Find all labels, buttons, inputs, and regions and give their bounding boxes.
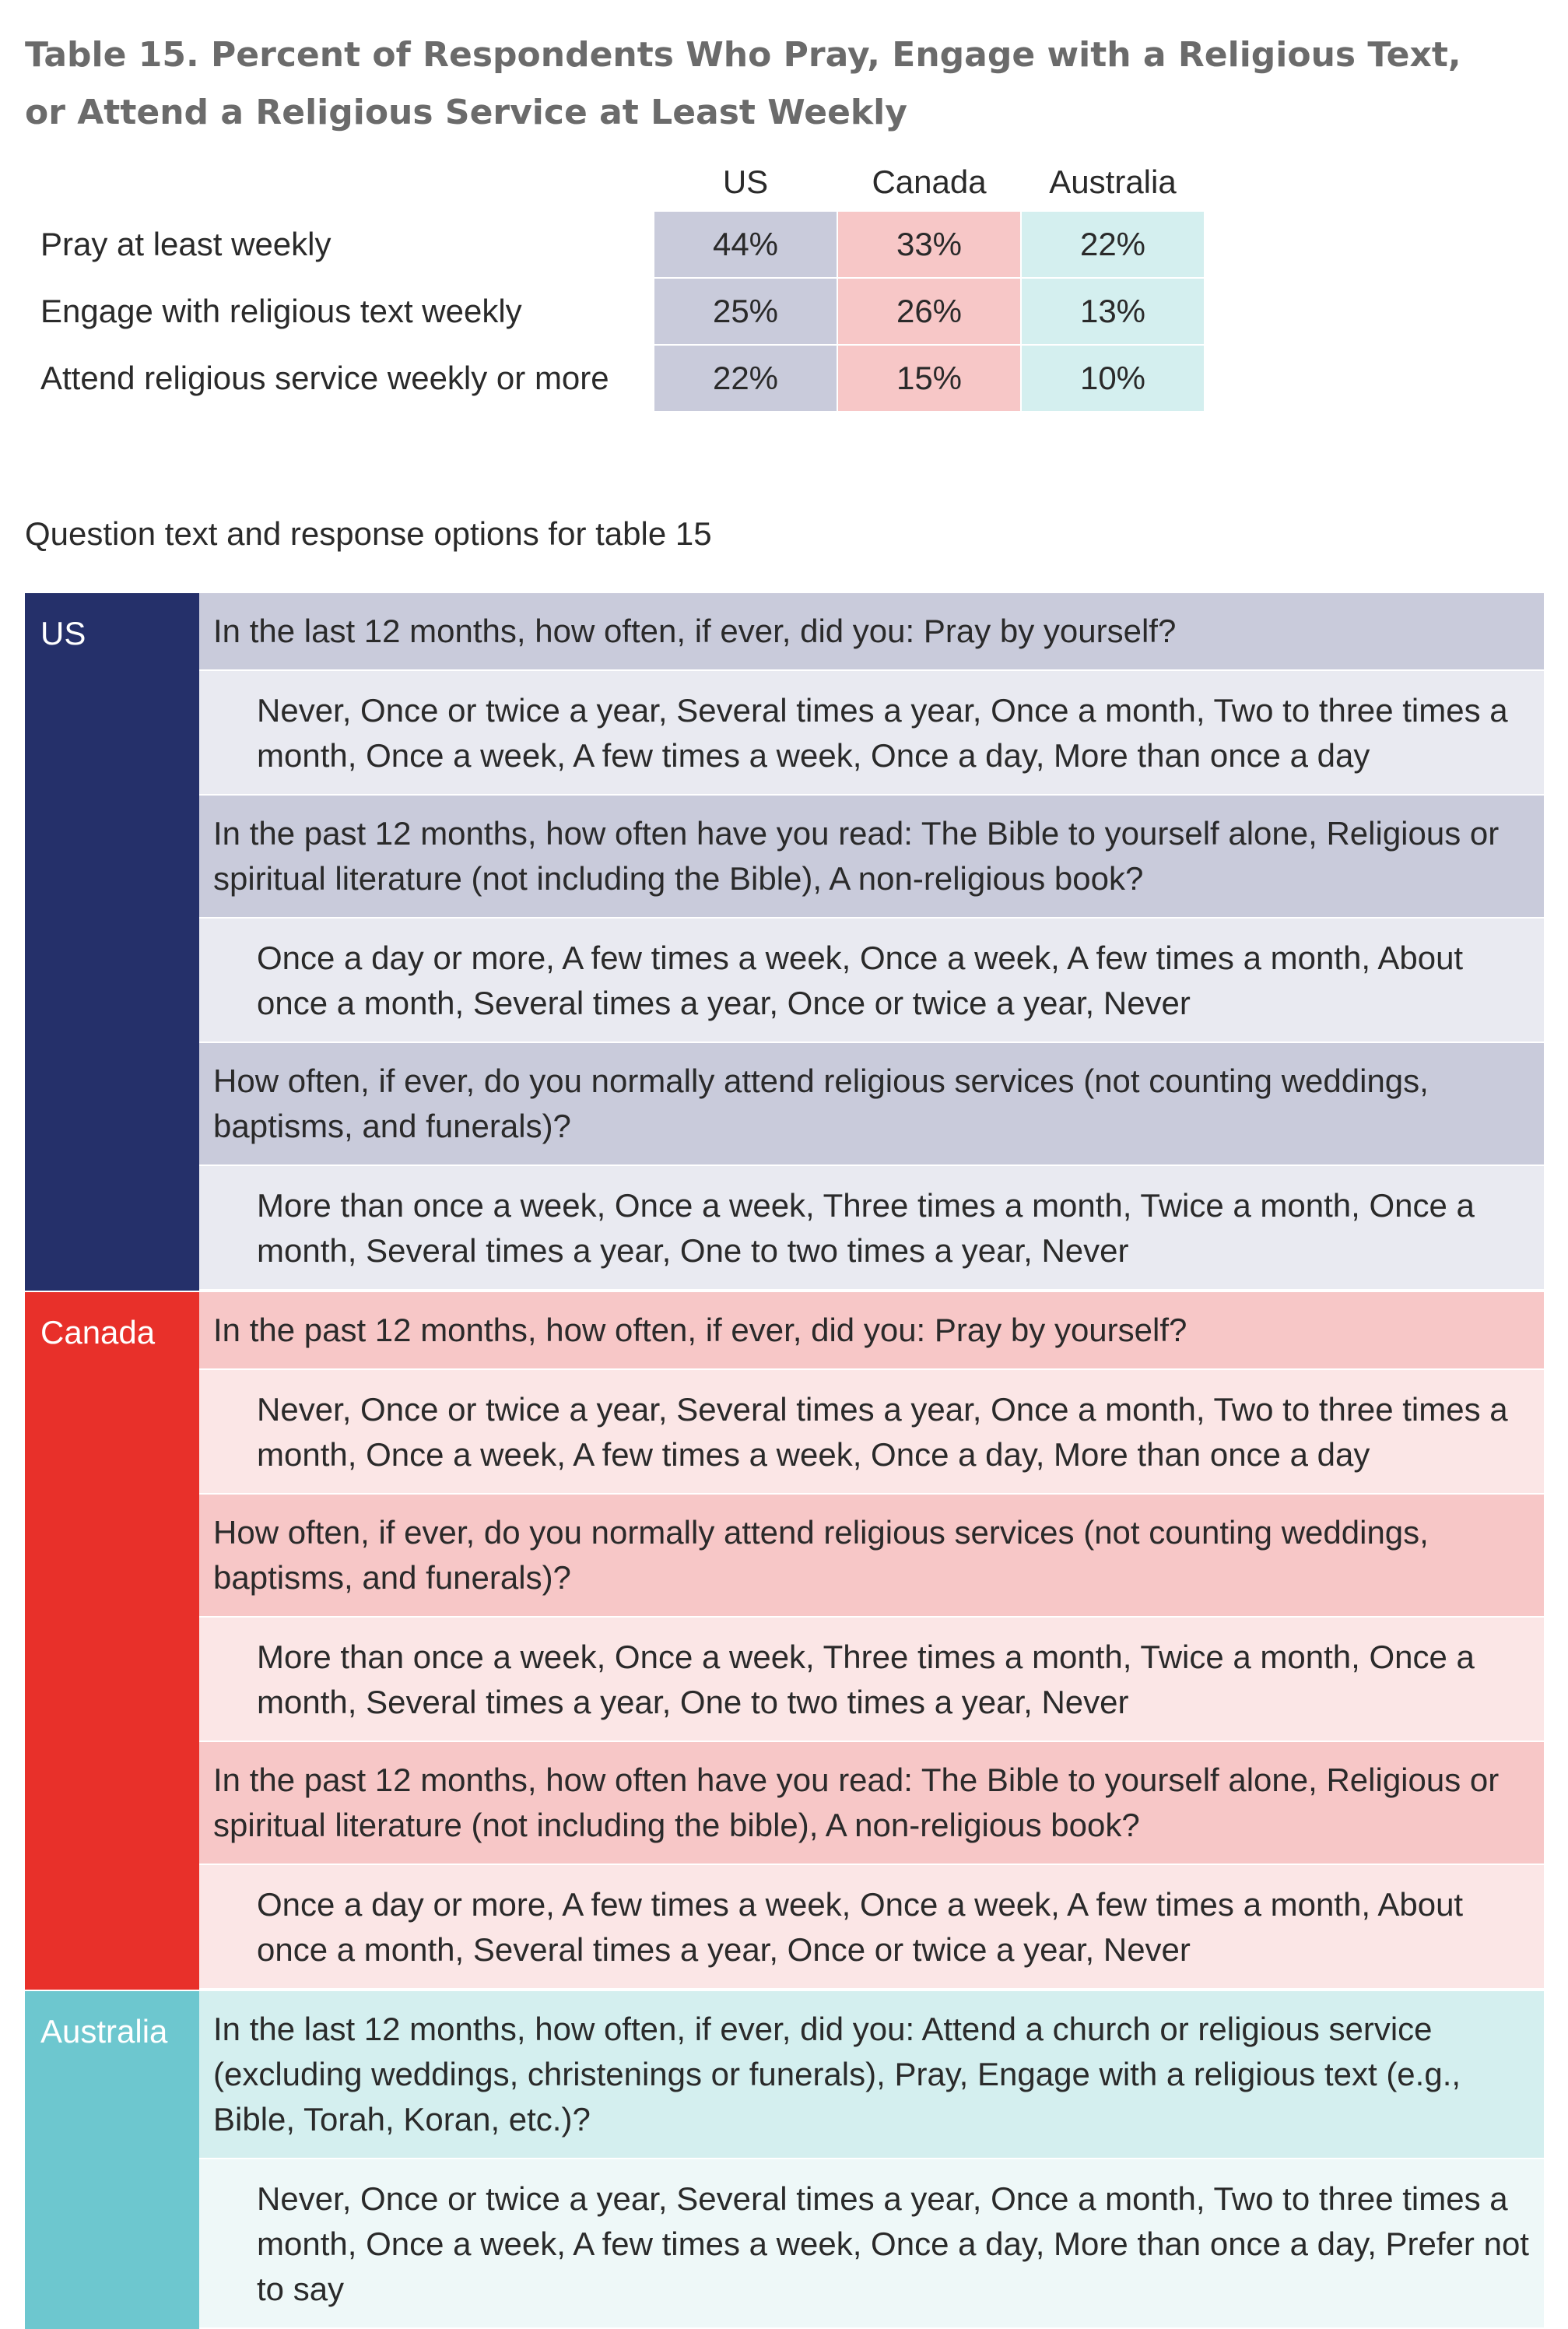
response-options: Never, Once or twice a year, Several times a year, Once a month, Two to three times a month, Once a week, A few times a week, Once a day, More than once a day, Prefer not to say (199, 2159, 1544, 2329)
question-table-heading: Question text and response options for table 15 (25, 515, 712, 552)
cell-pray-canada: 33% (838, 212, 1020, 277)
response-options: More than once a week, Once a week, Three times a month, Twice a month, Once a month, Several times a year, One to two times a year, Never (199, 1166, 1544, 1291)
question-text: In the past 12 months, how often have you read: The Bible to yourself alone, Religious or spiritual literature (not including the bible), A non-religious book? (199, 1742, 1544, 1865)
cell-text-australia: 13% (1022, 279, 1204, 344)
row-label-text: Engage with religious text weekly (40, 293, 522, 329)
cell-text-canada: 26% (838, 279, 1020, 344)
cell-pray-us: 44% (654, 212, 837, 277)
question-text: In the last 12 months, how often, if ever, did you: Attend a church or religious service (excluding weddings, christenings or funerals), Pray, Engage with a religious text (e.g., Bible, Torah, Koran, etc.)? (199, 1991, 1544, 2159)
group-canada (25, 1291, 1544, 1990)
cell-service-us: 22% (654, 346, 837, 411)
question-text: In the last 12 months, how often, if ever, did you: Pray by yourself? (199, 593, 1544, 671)
column-header-australia: Australia (1049, 163, 1177, 200)
row-label-service: Attend religious service weekly or more (40, 360, 609, 396)
cell-text-us: 25% (654, 279, 837, 344)
cell-service-canada: 15% (838, 346, 1020, 411)
response-options: Never, Once or twice a year, Several times a year, Once a month, Two to three times a month, Once a week, A few times a week, Once a day, More than once a day (199, 1370, 1544, 1495)
response-options: Once a day or more, A few times a week, Once a week, A few times a month, About once a month, Several times a year, Once or twice a year, Never (199, 919, 1544, 1043)
question-text: In the past 12 months, how often, if ever, did you: Pray by yourself? (199, 1292, 1544, 1370)
row-label-pray: Pray at least weekly (40, 226, 331, 262)
country-label-canada: Canada (25, 1292, 199, 1990)
question-text: How often, if ever, do you normally attend religious services (not counting weddings, baptisms, and funerals)? (199, 1043, 1544, 1166)
table-title: Table 15. Percent of Respondents Who Pray, Engage with a Religious Text, or Attend a Religious Service at Least Weekly (25, 35, 1461, 132)
question-table (25, 592, 1544, 2329)
cell-pray-australia: 22% (1022, 212, 1204, 277)
column-header-canada: Canada (872, 163, 987, 200)
column-header-us: US (722, 163, 769, 200)
summary-table (0, 148, 1245, 420)
question-text: In the past 12 months, how often have you read: The Bible to yourself alone, Religious or spiritual literature (not including the Bible), A non-religious book? (199, 796, 1544, 919)
response-options: More than once a week, Once a week, Three times a month, Twice a month, Once a month, Several times a year, One to two times a year, Never (199, 1618, 1544, 1742)
question-text: How often, if ever, do you normally attend religious services (not counting weddings, baptisms, and funerals)? (199, 1495, 1544, 1618)
response-options: Never, Once or twice a year, Several times a year, Once a month, Two to three times a month, Once a week, A few times a week, Once a day, More than once a day (199, 671, 1544, 796)
group-us (25, 592, 1544, 1291)
group-australia (25, 1990, 1544, 2329)
country-label-us: US (25, 593, 199, 1291)
response-options: Once a day or more, A few times a week, Once a week, A few times a month, About once a month, Several times a year, Once or twice a year, Never (199, 1865, 1544, 1990)
cell-service-australia: 10% (1022, 346, 1204, 411)
country-label-australia: Australia (25, 1991, 199, 2329)
